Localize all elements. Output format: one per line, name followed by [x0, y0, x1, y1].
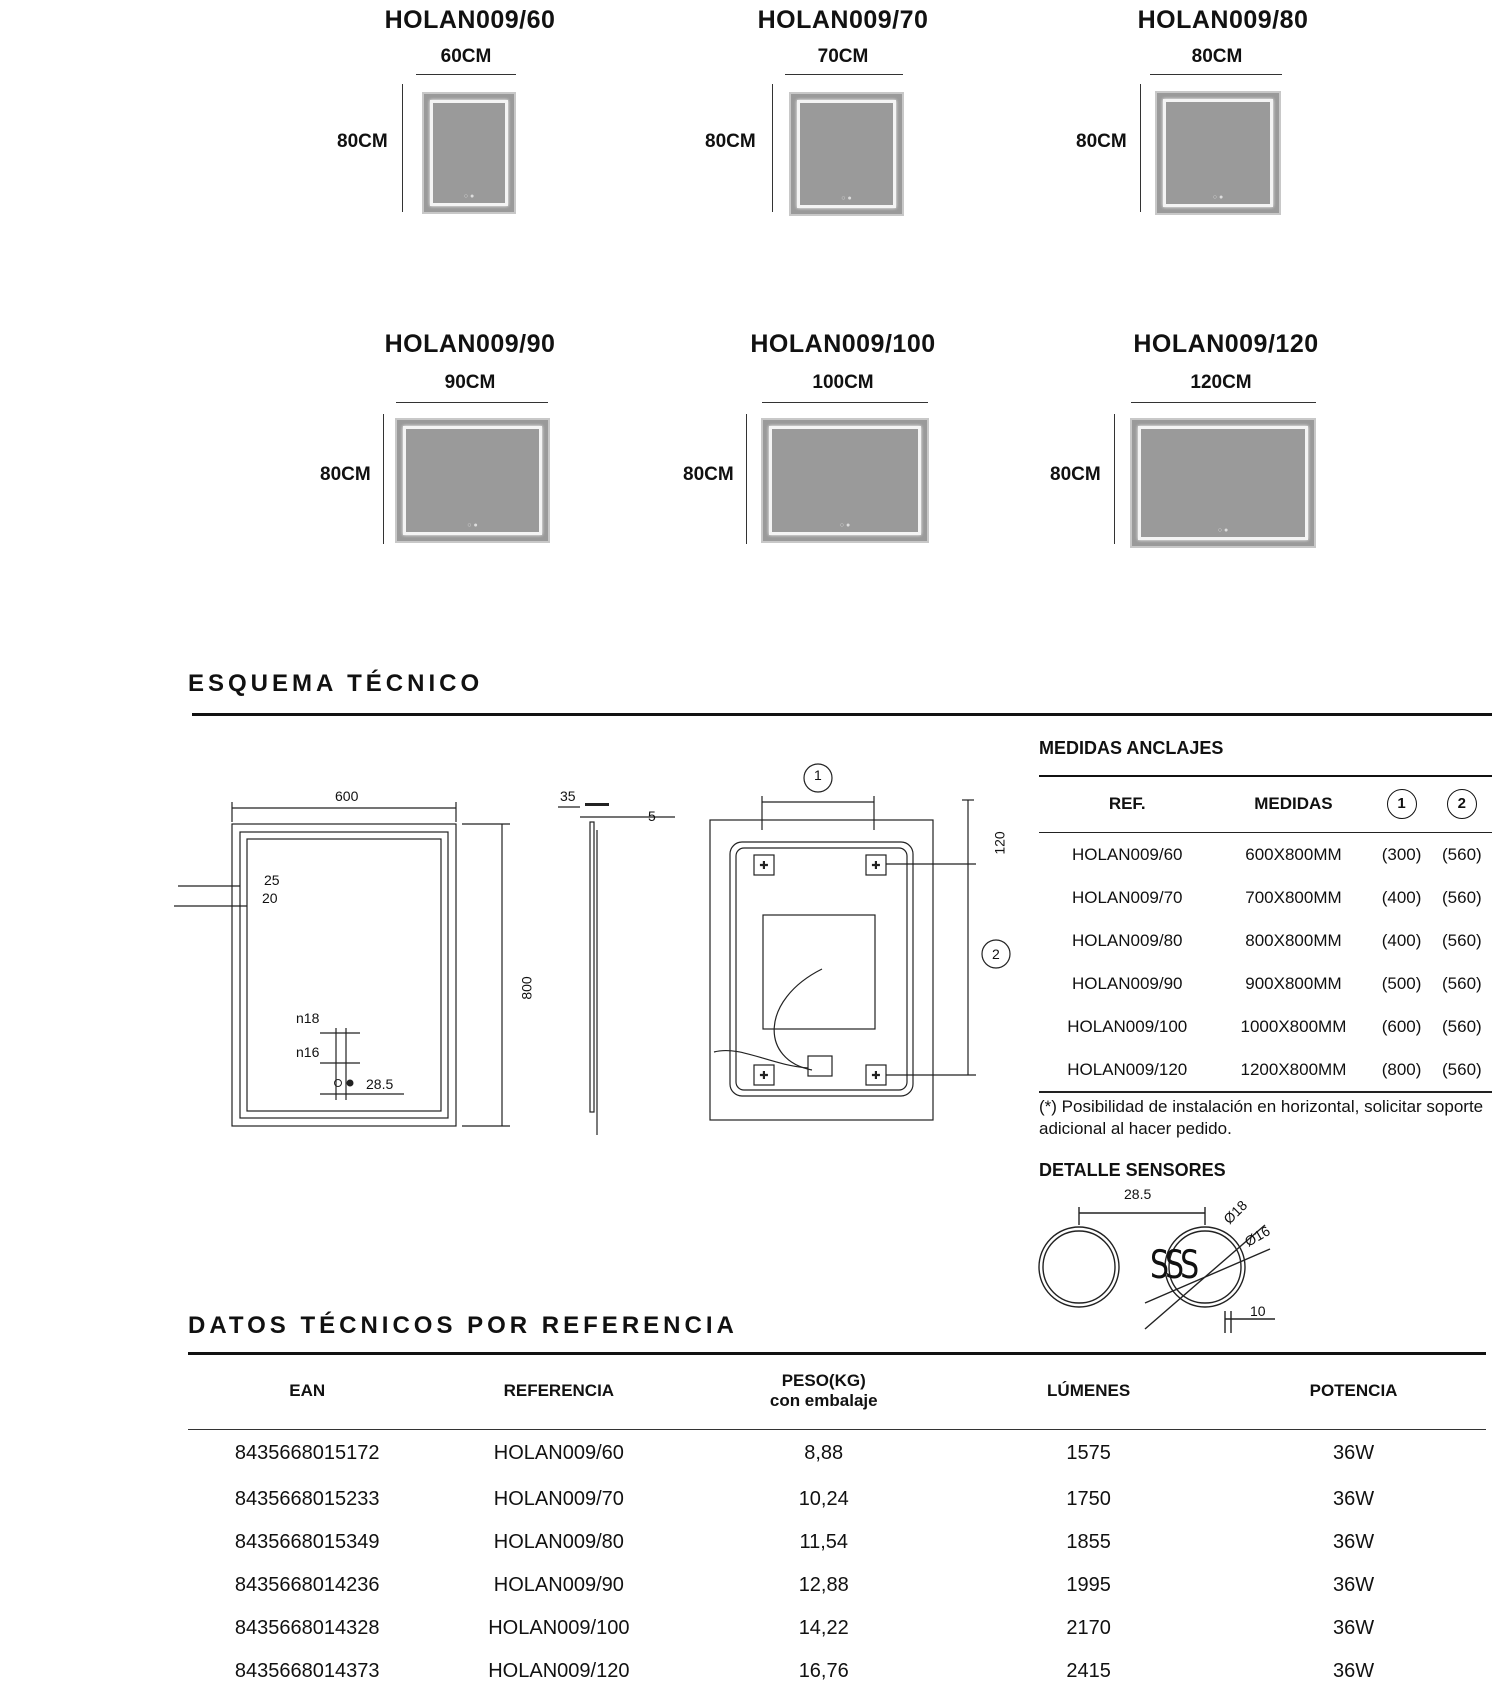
- model-width-label: 80CM: [1191, 46, 1243, 67]
- table-row: HOLAN009/120 1200X800MM (800) (560): [1039, 1048, 1492, 1092]
- model-height-label: 80CM: [705, 131, 756, 152]
- section-divider: [192, 713, 1492, 716]
- height-dimension-line: [746, 414, 747, 544]
- height-dimension-line: [402, 84, 403, 212]
- back-marker-2: 2: [992, 946, 1000, 962]
- width-dimension-line: [416, 74, 516, 75]
- mirror-thumbnail: ○ ●: [1155, 91, 1281, 215]
- table-row: 8435668015349 HOLAN009/80 11,54 1855 36W: [234, 1530, 1375, 1553]
- table-row: HOLAN009/70 700X800MM (400) (560): [1071, 887, 1482, 907]
- svg-text:✚: ✚: [759, 860, 769, 872]
- col-ref: REF.: [1039, 776, 1215, 833]
- back-dim-120: 120: [991, 831, 1008, 855]
- back-marker-1: 1: [814, 767, 822, 783]
- sensor-glyph: SSS: [1150, 1242, 1196, 1289]
- mirror-thumbnail: ○ ●: [761, 418, 929, 543]
- width-dimension-line: [785, 74, 903, 75]
- model-height-label: 80CM: [337, 131, 388, 152]
- width-dimension-line: [1131, 402, 1316, 403]
- mirror-thumbnail: ○ ●: [422, 92, 516, 214]
- anclajes-table: [1039, 776, 1492, 1093]
- model-width-label: 60CM: [440, 46, 492, 67]
- table-row: 8435668014328 HOLAN009/100 14,22 2170 36W: [234, 1616, 1375, 1639]
- table-row: 8435668014236 HOLAN009/90 12,88 1995 36W: [234, 1573, 1375, 1596]
- side-view-diagram: [555, 790, 685, 1140]
- model-title: HOLAN009/70: [757, 6, 929, 34]
- side-dim-35: 35: [560, 788, 576, 804]
- col-referencia: REFERENCIA: [426, 1353, 691, 1430]
- sensores-title: DETALLE SENSORES: [1039, 1160, 1226, 1180]
- model-width-label: 70CM: [817, 46, 869, 67]
- model-title: HOLAN009/60: [384, 6, 556, 34]
- col-marker-1: 1: [1371, 776, 1431, 833]
- col-lumenes: LÚMENES: [956, 1353, 1221, 1430]
- model-title: HOLAN009/100: [750, 330, 936, 358]
- col-marker-2: 2: [1432, 776, 1492, 833]
- anclajes-title: MEDIDAS ANCLAJES: [1039, 738, 1224, 758]
- mirror-thumbnail: ○ ●: [1130, 418, 1316, 548]
- datos-title: DATOS TÉCNICOS POR REFERENCIA: [188, 1312, 738, 1339]
- model-width-label: 90CM: [444, 372, 496, 393]
- front-width-label: 600: [335, 788, 359, 804]
- col-ean: EAN: [188, 1353, 426, 1430]
- model-title: HOLAN009/120: [1133, 330, 1319, 358]
- width-dimension-line: [396, 402, 548, 403]
- model-width-label: 120CM: [1190, 372, 1252, 393]
- front-dim-n16: n16: [296, 1044, 320, 1060]
- side-dim-5: 5: [648, 808, 656, 824]
- width-dimension-line: [762, 402, 928, 403]
- height-dimension-line: [1140, 84, 1141, 212]
- anclajes-note: (*) Posibilidad de instalación en horizontal, solicitar soporte adicional al hacer pedido.: [1039, 1097, 1484, 1138]
- front-dim-285: 28.5: [366, 1076, 394, 1092]
- model-height-label: 80CM: [320, 464, 371, 485]
- table-row: 8435668015233 HOLAN009/70 10,24 1750 36W: [234, 1487, 1375, 1510]
- table-row: HOLAN009/90 900X800MM (500) (560): [1071, 973, 1482, 993]
- model-title: HOLAN009/90: [384, 330, 556, 358]
- front-dim-20: 20: [262, 890, 278, 906]
- esquema-title: ESQUEMA TÉCNICO: [188, 670, 484, 697]
- model-width-label: 100CM: [812, 372, 874, 393]
- mirror-thumbnail: ○ ●: [395, 418, 550, 543]
- datos-table: [188, 1353, 1486, 1693]
- width-dimension-line: [1150, 74, 1282, 75]
- front-dim-25: 25: [264, 872, 280, 888]
- col-medidas: MEDIDAS: [1215, 776, 1371, 833]
- front-dim-n18: n18: [296, 1010, 320, 1026]
- table-row: HOLAN009/100 1000X800MM (600) (560): [1067, 1016, 1482, 1036]
- col-peso: PESO(KG) con embalaje: [691, 1353, 956, 1430]
- table-row: 8435668014373 HOLAN009/120 16,76 2415 36W: [234, 1659, 1375, 1682]
- sensor-dim-18: Ø18: [1220, 1196, 1251, 1228]
- sensor-dim-10: 10: [1250, 1303, 1266, 1319]
- height-dimension-line: [383, 414, 384, 544]
- svg-text:✚: ✚: [871, 860, 881, 872]
- table-row: 8435668015172 HOLAN009/60 8,88 1575 36W: [234, 1442, 1375, 1465]
- table-row: HOLAN009/80 800X800MM (400) (560): [1071, 930, 1482, 950]
- svg-text:✚: ✚: [759, 1070, 769, 1082]
- front-height-label: 800: [518, 976, 535, 1000]
- model-height-label: 80CM: [1076, 131, 1127, 152]
- col-potencia: POTENCIA: [1221, 1353, 1486, 1430]
- model-height-label: 80CM: [1050, 464, 1101, 485]
- height-dimension-line: [1114, 414, 1115, 544]
- svg-text:✚: ✚: [871, 1070, 881, 1082]
- back-view-diagram: [700, 760, 1030, 1140]
- model-title: HOLAN009/80: [1137, 6, 1309, 34]
- height-dimension-line: [772, 84, 773, 212]
- mirror-thumbnail: ○ ●: [789, 92, 904, 216]
- sensor-dim-16: Ø16: [1241, 1222, 1273, 1250]
- model-height-label: 80CM: [683, 464, 734, 485]
- sensor-dim-285: 28.5: [1124, 1186, 1152, 1202]
- table-row: HOLAN009/60 600X800MM (300) (560): [1071, 844, 1482, 864]
